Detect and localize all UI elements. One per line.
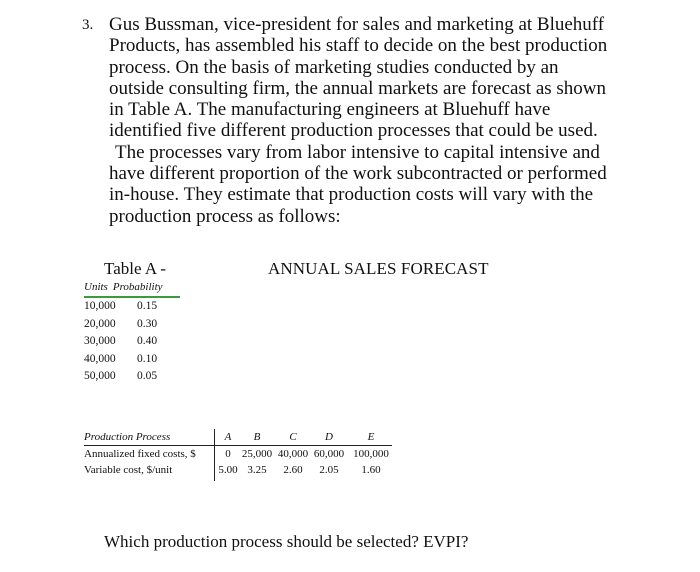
problem-line: production process as follows: [109,205,341,227]
question-text: Which production process should be selected? EVPI? [104,532,469,551]
probability-cell: 0.05 [137,370,158,382]
units-header: Units [84,281,108,293]
process-header-label: Production Process [84,431,171,443]
problem-line: identified five different production processes that could be used. [109,120,598,142]
fixed-cost-cell: 0 [225,448,231,460]
probability-header: Probability [112,281,163,293]
problem-line: in Table A. The manufacturing engineers at Bluehuff have [109,99,551,121]
problem-line: Gus Bussman, vice-president for sales and marketing at Bluehuff [109,14,605,35]
variable-cost-cell: 2.60 [283,464,303,476]
fixed-cost-row [84,446,392,462]
table-a-title: Table A - [104,259,167,278]
problem-line: process. On the basis of marketing studies conducted by an [109,56,559,78]
problem-line: The processes vary from labor intensive to capital intensive and [115,141,600,163]
probability-cell: 0.30 [137,317,158,330]
fixed-cost-cell: 100,000 [353,448,389,460]
process-header-row [84,429,392,446]
table-row [84,316,180,334]
units-cell: 30,000 [84,335,116,347]
problem-line: Products, has assembled his staff to decide on the best production [109,35,608,57]
variable-cost-cell: 3.25 [247,464,267,476]
process-letter: E [367,431,375,443]
variable-cost-cell: 2.05 [319,464,339,476]
units-cell: 20,000 [84,317,116,330]
units-cell: 50,000 [84,370,116,382]
variable-cost-cell: 5.00 [218,464,238,476]
table-row [84,351,180,369]
problem-line: outside consulting firm, the annual markets are forecast as shown [109,77,607,99]
process-letter: D [325,431,333,443]
fixed-cost-cell: 25,000 [241,448,273,460]
process-letter: B [253,431,261,443]
sales-table-header [84,281,180,298]
table-row [84,333,180,351]
table-row [84,298,180,316]
problem-line: have different proportion of the work subcontracted or performed [109,163,607,185]
problem-text [109,14,622,227]
production-process-table [84,429,392,478]
problem-number: 3. [82,17,94,33]
variable-cost-cell: 1.60 [361,464,381,476]
problem-statement [82,14,622,227]
process-letter: A [224,431,232,443]
sales-forecast-table [84,281,180,386]
fixed-cost-cell: 40,000 [277,448,309,460]
variable-cost-row [84,462,392,478]
table-row [84,368,180,386]
probability-cell: 0.40 [137,335,158,347]
probability-cell: 0.10 [137,352,158,365]
probability-cell: 0.15 [137,300,158,312]
units-cell: 40,000 [84,352,116,365]
fixed-cost-cell: 60,000 [313,448,345,460]
problem-line: in-house. They estimate that production costs will vary with the [109,184,594,206]
units-cell: 10,000 [84,300,116,312]
variable-cost-label: Variable cost, $/unit [84,464,173,476]
process-letter: C [289,431,297,443]
sales-forecast-heading: ANNUAL SALES FORECAST [268,259,489,278]
fixed-cost-label: Annualized fixed costs, $ [84,448,196,460]
